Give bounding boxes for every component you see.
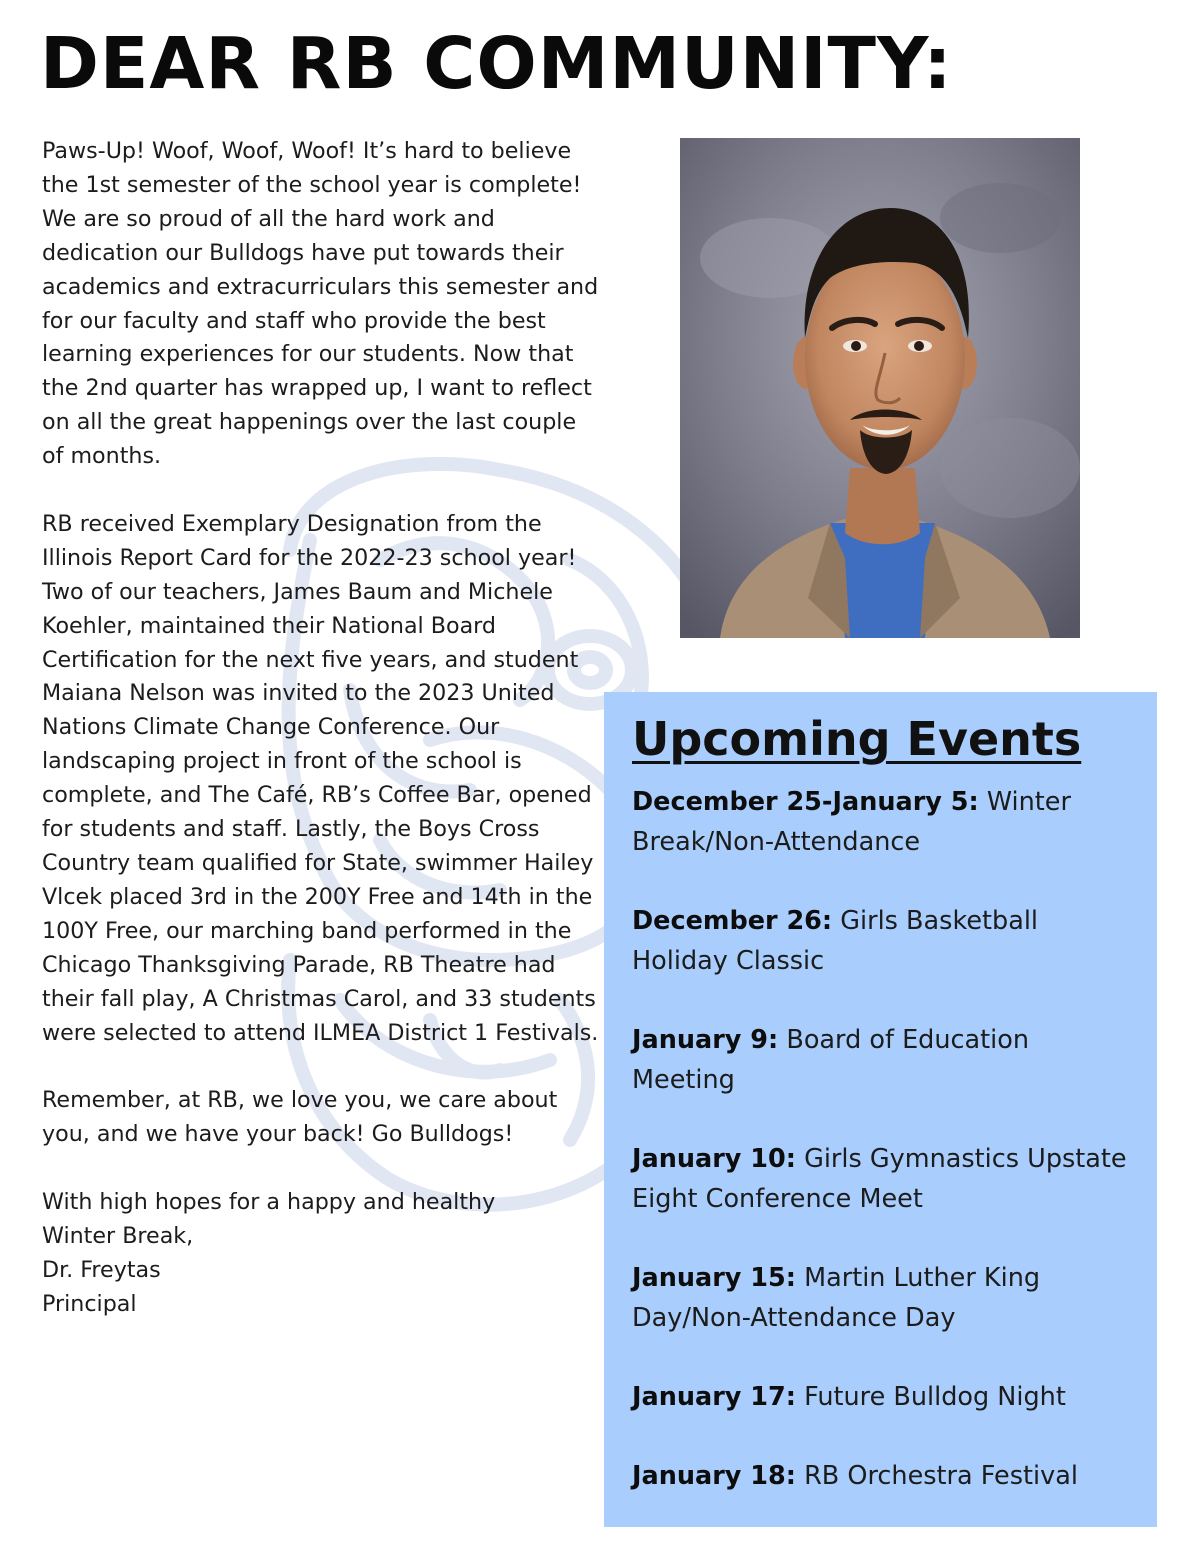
event-item <box>632 1456 1137 1496</box>
page-title: DEAR RB COMMUNITY: <box>40 22 953 105</box>
events-heading: Upcoming Events <box>632 712 1082 766</box>
closing-line: With high hopes for a happy and healthy <box>42 1189 496 1216</box>
letter-signoff <box>42 1186 602 1322</box>
event-description: Future Bulldog Night <box>795 1382 1066 1412</box>
event-item <box>632 901 1137 981</box>
event-description: Board of Education Meeting <box>632 1025 1030 1095</box>
event-date: January 18: <box>632 1461 796 1491</box>
principal-portrait <box>680 138 1080 638</box>
event-date: January 10: <box>632 1144 796 1174</box>
event-date: December 26: <box>632 906 833 936</box>
closing-line: Winter Break, <box>42 1222 194 1249</box>
signature-title: Principal <box>42 1290 137 1317</box>
event-item <box>632 1258 1137 1338</box>
upcoming-events-panel <box>604 692 1157 1527</box>
letter-paragraph: Remember, at RB, we love you, we care about you, and we have your back! Go Bulldogs! <box>42 1087 558 1148</box>
event-description: RB Orchestra Festival <box>795 1461 1078 1491</box>
letter-paragraph: RB received Exemplary Designation from the Illinois Report Card for the 2022-23 school year! Two of our teachers, James Baum and Michele Koehler, maintained their National Board Certification for the next five years, and student Maiana Nelson was invited to the 2023 United Nations Climate Change Conference. Our landscaping project in front of the school is complete, and The Café, RB’s Coffee Bar, opened for students and staff. Lastly, the Boys Cross Country team qualified for State, swimmer Hailey Vlcek placed 3rd in the 200Y Free and 14th in the 100Y Free, our marching band performed in the Chicago Thanksgiving Parade, RB Theatre had their fall play, A Christmas Carol, and 33 students were selected to attend ILMEA District 1 Festivals. <box>42 510 599 1046</box>
event-description: Winter Break/Non-Attendance <box>632 787 1071 857</box>
event-description: Girls Basketball Holiday Classic <box>632 906 1038 976</box>
event-item <box>632 1020 1137 1100</box>
event-item <box>632 1139 1137 1219</box>
letter-paragraph: Paws-Up! Woof, Woof, Woof! It’s hard to believe the 1st semester of the school year is complete! We are so proud of all the hard work and dedication our Bulldogs have put towards their academics and extracurriculars this semester and for our faculty and staff who provide the best learning experiences for our students. Now that the 2nd quarter has wrapped up, I want to reflect on all the great happenings over the last couple of months. <box>42 138 599 470</box>
event-description: Girls Gymnastics Upstate Eight Conference Meet <box>632 1144 1127 1214</box>
event-date: December 25-January 5: <box>632 787 979 817</box>
event-item <box>632 1377 1137 1417</box>
event-item <box>632 782 1137 862</box>
event-date: January 17: <box>632 1382 796 1412</box>
event-date: January 9: <box>632 1025 779 1055</box>
event-description: Martin Luther King Day/Non-Attendance Day <box>632 1263 1041 1333</box>
signature-name: Dr. Freytas <box>42 1256 161 1283</box>
principal-letter <box>42 135 602 1322</box>
event-date: January 15: <box>632 1263 796 1293</box>
